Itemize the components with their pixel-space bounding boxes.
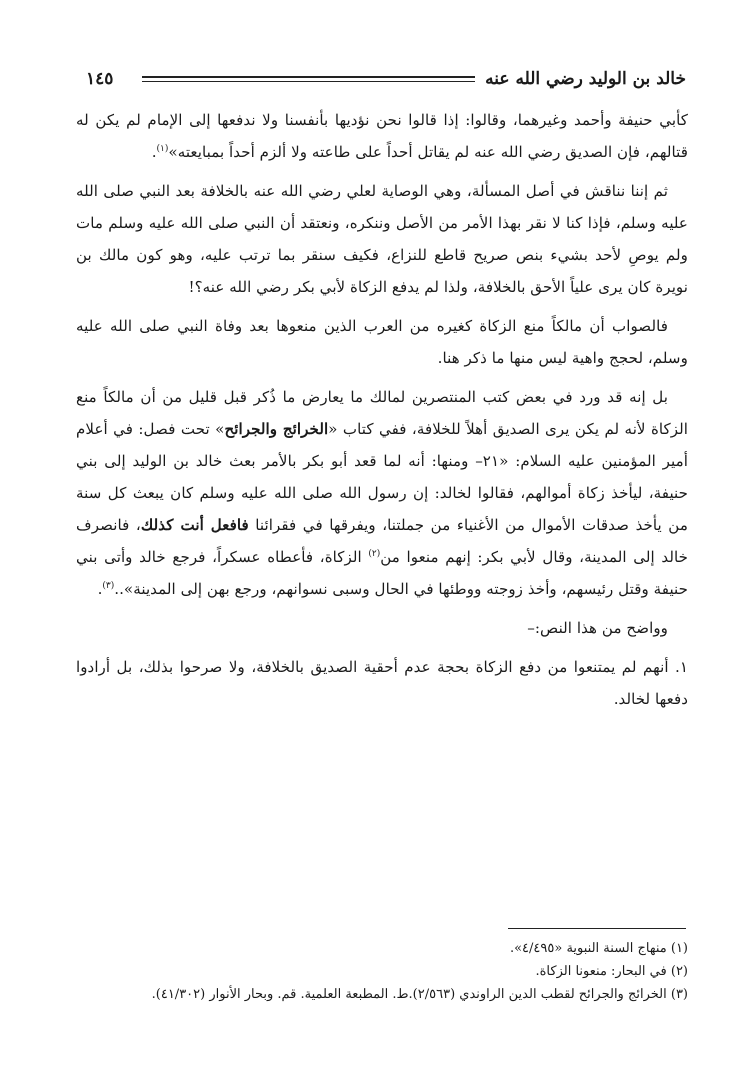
footnote-ref-2: (٢) [368,548,381,559]
paragraph-4-part-d: الزكاة، فأعطاه عسكراً، فرجع خالد وأتى بني حنيفة وقتل رئيسهم، وأخذ زوجته ووطئها في الحال وسبى نسوانهم، ورجع بهن إلى المدينة».. [76,548,688,598]
paragraph-1-end: . [151,143,157,161]
paragraph-4-part-a: بل إنه قد ورد في بعض كتب المنتصرين لمالك ما يعارض ما ذُكر قبل قليل من أن مالكاً منع الزكاة لأنه لم يكن يرى الصديق أهلاً للخلافة، ففي كتاب « [76,388,688,438]
footnotes [76,937,688,1006]
paragraph-4-end: . [97,580,103,598]
paragraph-1-text: كأبي حنيفة وأحمد وغيرهما، وقالوا: إذا قالوا نحن نؤديها بأنفسنا ولا ندفعها إلى الإمام لم يكن له قتالهم، فإن الصديق رضي الله عنه لم يقاتل أحداً على طاعته ولا ألزم أحداً بمبايعته» [76,111,688,161]
paragraph-1 [76,104,688,168]
paragraph-5: وواضح من هذا النص:– [527,619,668,637]
footnote-separator [508,928,686,929]
book-title: الخرائج والجرائح [224,420,329,438]
page-header [86,66,686,92]
footnote-ref-3: (٣) [102,580,115,591]
running-title: خالد بن الوليد رضي الله عنه [485,69,686,89]
footnote-2: (٢) في البحار: منعونا الزكاة. [535,964,688,979]
paragraph-3: فالصواب أن مالكاً منع الزكاة كغيره من العرب الذين منعوها بعد وفاة النبي صلى الله عليه وسلم، لحجج واهية ليس منها ما ذكر هنا. [76,317,688,367]
paragraph-2: ثم إننا نناقش في أصل المسألة، وهي الوصاية لعلي رضي الله عنه بالخلافة بعد النبي صلى الله عليه وسلم، فإذا كنا لا نقر بهذا الأمر من الأصل وننكره، ونعتقد أن النبي صلى الله عليه وسلم مات ولم يوصِ لأحد بشيء بنص صريح قاطع للنزاع، فكيف سنقر بما ترتب عليه، وهو كون مالك بن نويرة كان يرى علياً الأحق بالخلافة، ولذا لم يدفع الزكاة لأبي بكر رضي الله عنه؟! [76,182,688,296]
paragraph-4-part-c: ، فانصرف خالد إلى المدينة، وقال لأبي بكر: إنهم منعوا من [76,516,688,566]
page-number: ١٤٥ [86,69,114,89]
footnote-3: (٣) الخرائج والجرائح لقطب الدين الراوندي (٢/٥٦٣).ط. المطبعة العلمية. قم. وبحار الأنوار (٤١/٣٠٢). [151,987,688,1002]
footnote-1: (١) منهاج السنة النبوية «٤/٤٩٥». [509,941,688,956]
paragraph-4 [76,381,688,605]
footnote-ref-1: (١) [156,143,169,154]
emphasized-quote: فافعل أنت كذلك [140,516,249,534]
paragraph-6: ١. أنهم لم يمتنعوا من دفع الزكاة بحجة عدم أحقية الصديق بالخلافة، ولا صرحوا بذلك، بل أرادوا دفعها لخالد. [76,658,688,708]
main-text [76,104,688,722]
paragraph-4-part-b: » تحت فصل: في أعلام أمير المؤمنين عليه السلام: «٢١– ومنها: أنه لما قعد أبو بكر بالأمر بعث خالد بن الوليد إلى بني حنيفة، ليأخذ زكاة أموالهم، فقالوا لخالد: إن رسول الله صلى الله عليه وسلم كان يبعث كل سنة من يأخذ صدقات الأموال من الأغنياء من جملتنا، ويفرقها في فقرائنا [76,420,689,534]
header-rule [142,76,475,82]
